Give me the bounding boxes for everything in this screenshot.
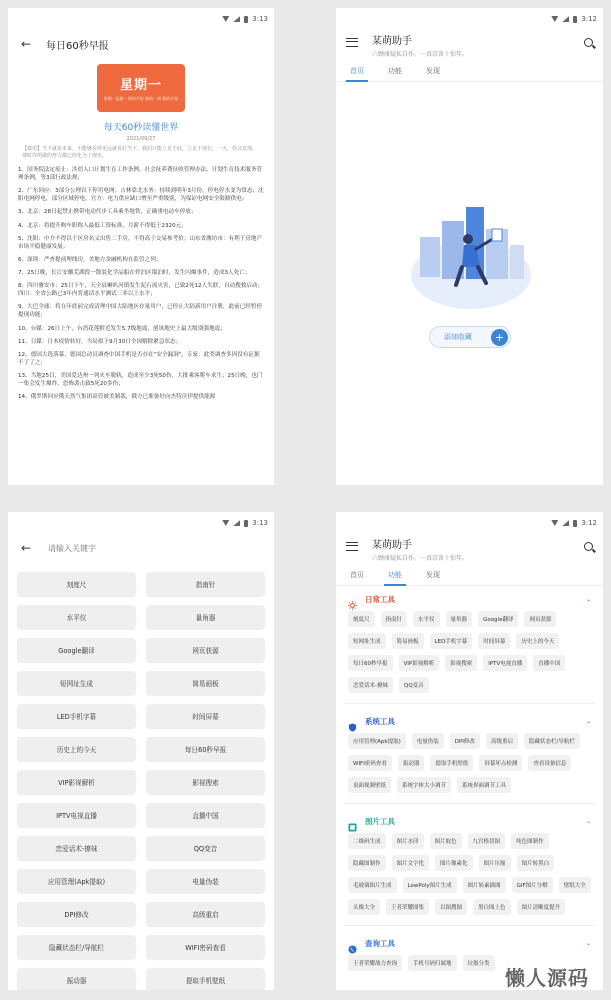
tool-chip[interactable]: 历史上的今天: [516, 633, 559, 649]
tab-bar: [336, 58, 603, 82]
tool-chip[interactable]: LED手机字幕: [430, 633, 473, 649]
chevron-down-icon[interactable]: ⌄: [585, 718, 591, 725]
plus-icon: +: [491, 329, 508, 346]
tool-chip[interactable]: 以图搜图: [435, 899, 467, 915]
article-quote: 【微语】当下就是未来。不能够看得更远就看好当下。我们只能立足于此，立足于现在，一天，你会发现，那时你所做的努力都已经化为了现实。: [22, 146, 258, 159]
search-bar: [8, 534, 274, 562]
tool-chip[interactable]: 壁纸大全: [559, 877, 591, 893]
tool-chip[interactable]: 网页获源: [524, 611, 556, 627]
signal-icon: [562, 16, 569, 22]
tool-chip[interactable]: 隐藏图制作: [348, 855, 386, 871]
tool-button[interactable]: 高级重启: [146, 902, 265, 926]
weekday-banner: [97, 64, 185, 112]
section-title: 系统工具: [365, 717, 395, 726]
tool-chip[interactable]: 黑白图上色: [473, 899, 511, 915]
banner-subtitle: 星期一是新一周的开始 新的一周 新的开始: [103, 96, 179, 101]
tool-chip[interactable]: 简易画板: [392, 633, 424, 649]
app-title: 某萌助手: [372, 36, 412, 47]
tool-button[interactable]: 网页获源: [146, 638, 265, 662]
tab-functions[interactable]: 功能: [388, 570, 402, 585]
signal-icon: [233, 16, 240, 22]
news-item: 14、俄罗斯回应俄天然气集团高管被美制裁，俄方已准备好向杰特沃伊提供能源: [18, 394, 216, 401]
tool-button[interactable]: 时间屏幕: [146, 704, 265, 728]
app-bar: [8, 30, 274, 58]
tool-chip[interactable]: 桌面视频壁纸: [348, 777, 391, 793]
tool-chip[interactable]: 王者荣耀图集: [386, 899, 429, 915]
tool-chip[interactable]: 振动器: [398, 755, 425, 771]
article-headline: 每天60秒读懂世界: [103, 123, 179, 133]
tool-button[interactable]: Google翻译: [17, 638, 136, 662]
tab-discover[interactable]: 发现: [426, 571, 440, 579]
globe-icon: [348, 939, 357, 948]
tool-chip[interactable]: 水平仪: [413, 611, 440, 627]
tool-chip[interactable]: 指南针: [381, 611, 408, 627]
tool-chip[interactable]: 系统界面调节工具: [457, 777, 511, 793]
page-title: 每日60秒早报: [46, 40, 109, 52]
wifi-icon: [551, 16, 558, 22]
news-item: 13、当地25日，美国爱达州一列火车脱轨，造成至少3死50伤，大批乘客爬车求生；25日晚，也门一集会发生爆炸，恐怖袭击致5死20多伤；: [18, 372, 263, 388]
tool-button[interactable]: 水平仪: [17, 605, 136, 629]
tool-chip[interactable]: 手机号码归属地: [408, 955, 457, 971]
tool-button[interactable]: QQ变音: [146, 836, 265, 860]
tool-chip[interactable]: 头像大全: [348, 899, 380, 915]
functions-screen: [336, 512, 603, 990]
news-item: 11、日媒：日本疫情转好，当局拟于9月30日全国解除紧急状态；: [18, 338, 182, 345]
wifi-icon: [222, 520, 229, 526]
tool-chip[interactable]: 时间屏幕: [478, 633, 510, 649]
news-item: 6、深圳：严查提前埋线房，美地方金融机构在监管之列；: [18, 256, 162, 263]
tool-chip[interactable]: 二维码生成: [348, 833, 386, 849]
tool-chip[interactable]: 隐藏状态栏/导航栏: [524, 733, 580, 749]
tool-button[interactable]: 影视搜索: [146, 770, 265, 794]
tool-chip[interactable]: 图片水印: [392, 833, 424, 849]
empty-state-illustration: [406, 193, 536, 313]
section-divider: [344, 925, 595, 926]
tool-chip[interactable]: 图片清晰度提升: [517, 899, 566, 915]
status-time: 3:13: [252, 519, 268, 527]
tab-home[interactable]: 首页: [350, 66, 364, 81]
tool-button[interactable]: 历史上的今天: [17, 737, 136, 761]
tool-chip[interactable]: VIP影视解析: [399, 655, 440, 671]
tool-chip[interactable]: 九宫格切图: [468, 833, 506, 849]
tool-section: [336, 703, 603, 799]
section-header[interactable]: [344, 930, 595, 953]
tool-sections: [336, 586, 603, 977]
add-favorite-button[interactable]: [429, 326, 511, 348]
signal-icon: [562, 520, 569, 526]
tool-chip[interactable]: WIFI密码查看: [348, 755, 392, 771]
section-divider: [344, 803, 595, 804]
article-screen: [8, 8, 274, 485]
news-item: 10、台媒：26日上午，台湾花莲附近发生5.7级地震，创该地史上最大级别强地震；: [18, 325, 226, 332]
section-title: 日常工具: [365, 595, 395, 604]
search-icon[interactable]: [584, 38, 593, 47]
back-arrow-icon[interactable]: ←: [20, 37, 32, 51]
tool-chip[interactable]: 提取手机壁纸: [430, 755, 473, 771]
tool-button[interactable]: 刻度尺: [17, 572, 136, 596]
tool-chip[interactable]: 屏幕坏点检测: [479, 755, 522, 771]
news-item: 3、北京：28日起禁止携带电动代步工具乘坐地铁，正确重电动车停放；: [18, 209, 197, 216]
app-subtitle: 六顾康疑私自作。一真京备十惊年。: [372, 51, 469, 58]
sun-icon: [348, 595, 357, 604]
tool-chip[interactable]: 恋爱话术-撩妹: [348, 677, 393, 693]
back-arrow-icon[interactable]: ←: [20, 541, 32, 555]
status-bar: [336, 512, 603, 534]
tool-button[interactable]: 指南针: [146, 572, 265, 596]
app-header: [336, 534, 603, 562]
section-divider: [344, 703, 595, 704]
tool-button[interactable]: VIP影视解析: [17, 770, 136, 794]
tool-chip[interactable]: 图片文字化: [392, 855, 430, 871]
chip-list: [344, 831, 595, 921]
tab-discover[interactable]: 发现: [426, 67, 440, 75]
news-item: 2、广东回应：3部分公理以下停用电网；吉林靠北水务：持续到明年3月份，停电停水变为常态；沈阳电网停电，部分区域停电，官方：电力供应缺口增至严重级别，为保证电网安全限制供电；: [18, 188, 264, 203]
section-title: 图片工具: [365, 817, 395, 826]
battery-icon: [573, 520, 577, 527]
wifi-icon: [222, 16, 229, 22]
chevron-down-icon[interactable]: ⌄: [585, 818, 591, 825]
tool-button[interactable]: WIFI密码查看: [146, 935, 265, 959]
tool-chip[interactable]: 图片转黑白: [517, 855, 555, 871]
news-item: 8、四川雅安市：25日下午，天全县喇叭河镇发生泥石流灾害，已致2死12人失联，自动搜救启动；四川：全省公路已3年内普通话水平测试三率以上水平；: [18, 283, 264, 298]
tool-chip[interactable]: 系统字体大小调节: [397, 777, 451, 793]
tool-section: [336, 803, 603, 921]
battery-icon: [244, 520, 248, 527]
tool-chip[interactable]: 毛玻璃图片生成: [348, 877, 397, 893]
news-item: 5、沈阳：中介不得以于区房名义出售二手房，不得高于交易参考价；山东省潍坊市：有利于房地产市场平稳健康发展；: [18, 235, 263, 250]
status-bar: [8, 8, 274, 30]
app-header: [336, 30, 603, 58]
tool-button[interactable]: 短网址生成: [17, 671, 136, 695]
tab-bar: [336, 562, 603, 586]
tool-chip[interactable]: 查看设备信息: [528, 755, 571, 771]
image-icon: [348, 817, 357, 826]
status-time: 3:12: [581, 519, 597, 527]
news-item: 4、北京：将提升购车职称人最低工资标准，月薪不得低于2320元；: [18, 222, 187, 229]
status-time: 3:13: [252, 15, 268, 23]
tool-button[interactable]: 量角器: [146, 605, 265, 629]
tool-button[interactable]: 振动器: [17, 968, 136, 990]
tool-button[interactable]: IPTV电视直播: [17, 803, 136, 827]
add-favorite-label: 添加收藏: [444, 333, 472, 341]
search-icon[interactable]: [584, 542, 593, 551]
tool-chip[interactable]: LowPoly图片生成: [403, 877, 457, 893]
tool-button[interactable]: 隐藏状态栏/导航栏: [17, 935, 136, 959]
app-title: 某萌助手: [372, 540, 412, 551]
tool-chip[interactable]: 纯色图制作: [511, 833, 549, 849]
tool-chip[interactable]: 图片像素化: [435, 855, 473, 871]
search-screen: [8, 512, 274, 990]
chevron-down-icon[interactable]: ⌄: [585, 940, 591, 947]
tool-button[interactable]: DPI修改: [17, 902, 136, 926]
tool-section: [336, 586, 603, 699]
news-item: 7、25日晚，长江安徽芜湖段一散装化学品船在停泊区锚泊时，发生闪爆事件，造成3人死亡；: [18, 269, 251, 276]
watermark: 懒人源码: [505, 966, 589, 990]
tool-chip[interactable]: 影视搜索: [445, 655, 477, 671]
tab-home[interactable]: 首页: [350, 571, 364, 579]
tool-button[interactable]: 简易画板: [146, 671, 265, 695]
search-input[interactable]: [48, 544, 248, 553]
shield-icon: [348, 717, 357, 726]
news-list: [8, 160, 274, 401]
tool-chip[interactable]: 刻度尺: [348, 611, 375, 627]
tool-chip[interactable]: Google翻译: [478, 611, 518, 627]
news-item: 1、国务院法定废止：涉幼人口计划生育工作条例、社会抚养费征收管理办法、计划生育技术服务管理条例，等3部行政法规；: [18, 167, 263, 182]
tool-chip[interactable]: 量角器: [446, 611, 473, 627]
chevron-down-icon[interactable]: ⌄: [585, 596, 591, 603]
tool-chip[interactable]: GIF图片分解: [512, 877, 553, 893]
status-bar: [336, 8, 603, 30]
tool-chip[interactable]: 应用管理(Apk提取): [348, 733, 406, 749]
signal-icon: [233, 520, 240, 526]
tool-chip[interactable]: 图片取色: [430, 833, 462, 849]
news-item: 12、德国大选落幕，德国总动员调查中国手机是否存在"安全漏洞"，专家：此类调查多因没有证据不了了之；: [18, 351, 260, 366]
section-header[interactable]: [344, 586, 595, 609]
tool-chip[interactable]: 图片转素描图: [463, 877, 506, 893]
section-header[interactable]: [344, 808, 595, 831]
section-header[interactable]: [344, 708, 595, 731]
tool-chip[interactable]: 垃圾分类: [463, 955, 495, 971]
tool-button[interactable]: 应用管理(Apk提取): [17, 869, 136, 893]
chip-list: [344, 609, 595, 699]
status-time: 3:12: [581, 15, 597, 23]
tool-chip[interactable]: 直播中国: [533, 655, 565, 671]
tool-chip[interactable]: 图片压缩: [479, 855, 511, 871]
tool-button[interactable]: 电量伪装: [146, 869, 265, 893]
news-item: 9、大巴全球：将在年底前完成清理中国大陆地区存量用户，已停止大陆新用户注册，此前已经暂停提现功能；: [18, 304, 263, 319]
tool-chip[interactable]: QQ变音: [399, 677, 429, 693]
tool-chip[interactable]: IPTV电视直播: [483, 655, 527, 671]
article-date: 2021/09/27: [126, 136, 156, 142]
banner-weekday: 星期一: [119, 78, 162, 93]
home-screen: [336, 8, 603, 485]
status-bar: [8, 512, 274, 534]
section-title: 查询工具: [365, 939, 395, 948]
tab-functions[interactable]: 功能: [388, 67, 402, 75]
tool-button[interactable]: LED手机字幕: [17, 704, 136, 728]
tool-chip[interactable]: 电量伪装: [412, 733, 444, 749]
tool-button[interactable]: 恋爱话术-撩妹: [17, 836, 136, 860]
tool-button[interactable]: 提取手机壁纸: [146, 968, 265, 990]
tool-chip[interactable]: 高级重启: [486, 733, 518, 749]
tool-chip[interactable]: 王者荣耀战力查询: [348, 955, 402, 971]
tool-grid: [8, 562, 274, 990]
tool-chip[interactable]: 每日60秒早报: [348, 655, 393, 671]
menu-icon[interactable]: [346, 542, 358, 551]
tool-chip[interactable]: DPI修改: [450, 733, 480, 749]
wifi-icon: [551, 520, 558, 526]
chip-list: [344, 731, 595, 799]
battery-icon: [244, 16, 248, 23]
tool-chip[interactable]: 短网址生成: [348, 633, 386, 649]
battery-icon: [573, 16, 577, 23]
app-subtitle: 六顾康疑私自作。一真京备十惊年。: [372, 555, 469, 562]
menu-icon[interactable]: [346, 38, 358, 47]
tool-button[interactable]: 每日60秒早报: [146, 737, 265, 761]
tool-button[interactable]: 直播中国: [146, 803, 265, 827]
